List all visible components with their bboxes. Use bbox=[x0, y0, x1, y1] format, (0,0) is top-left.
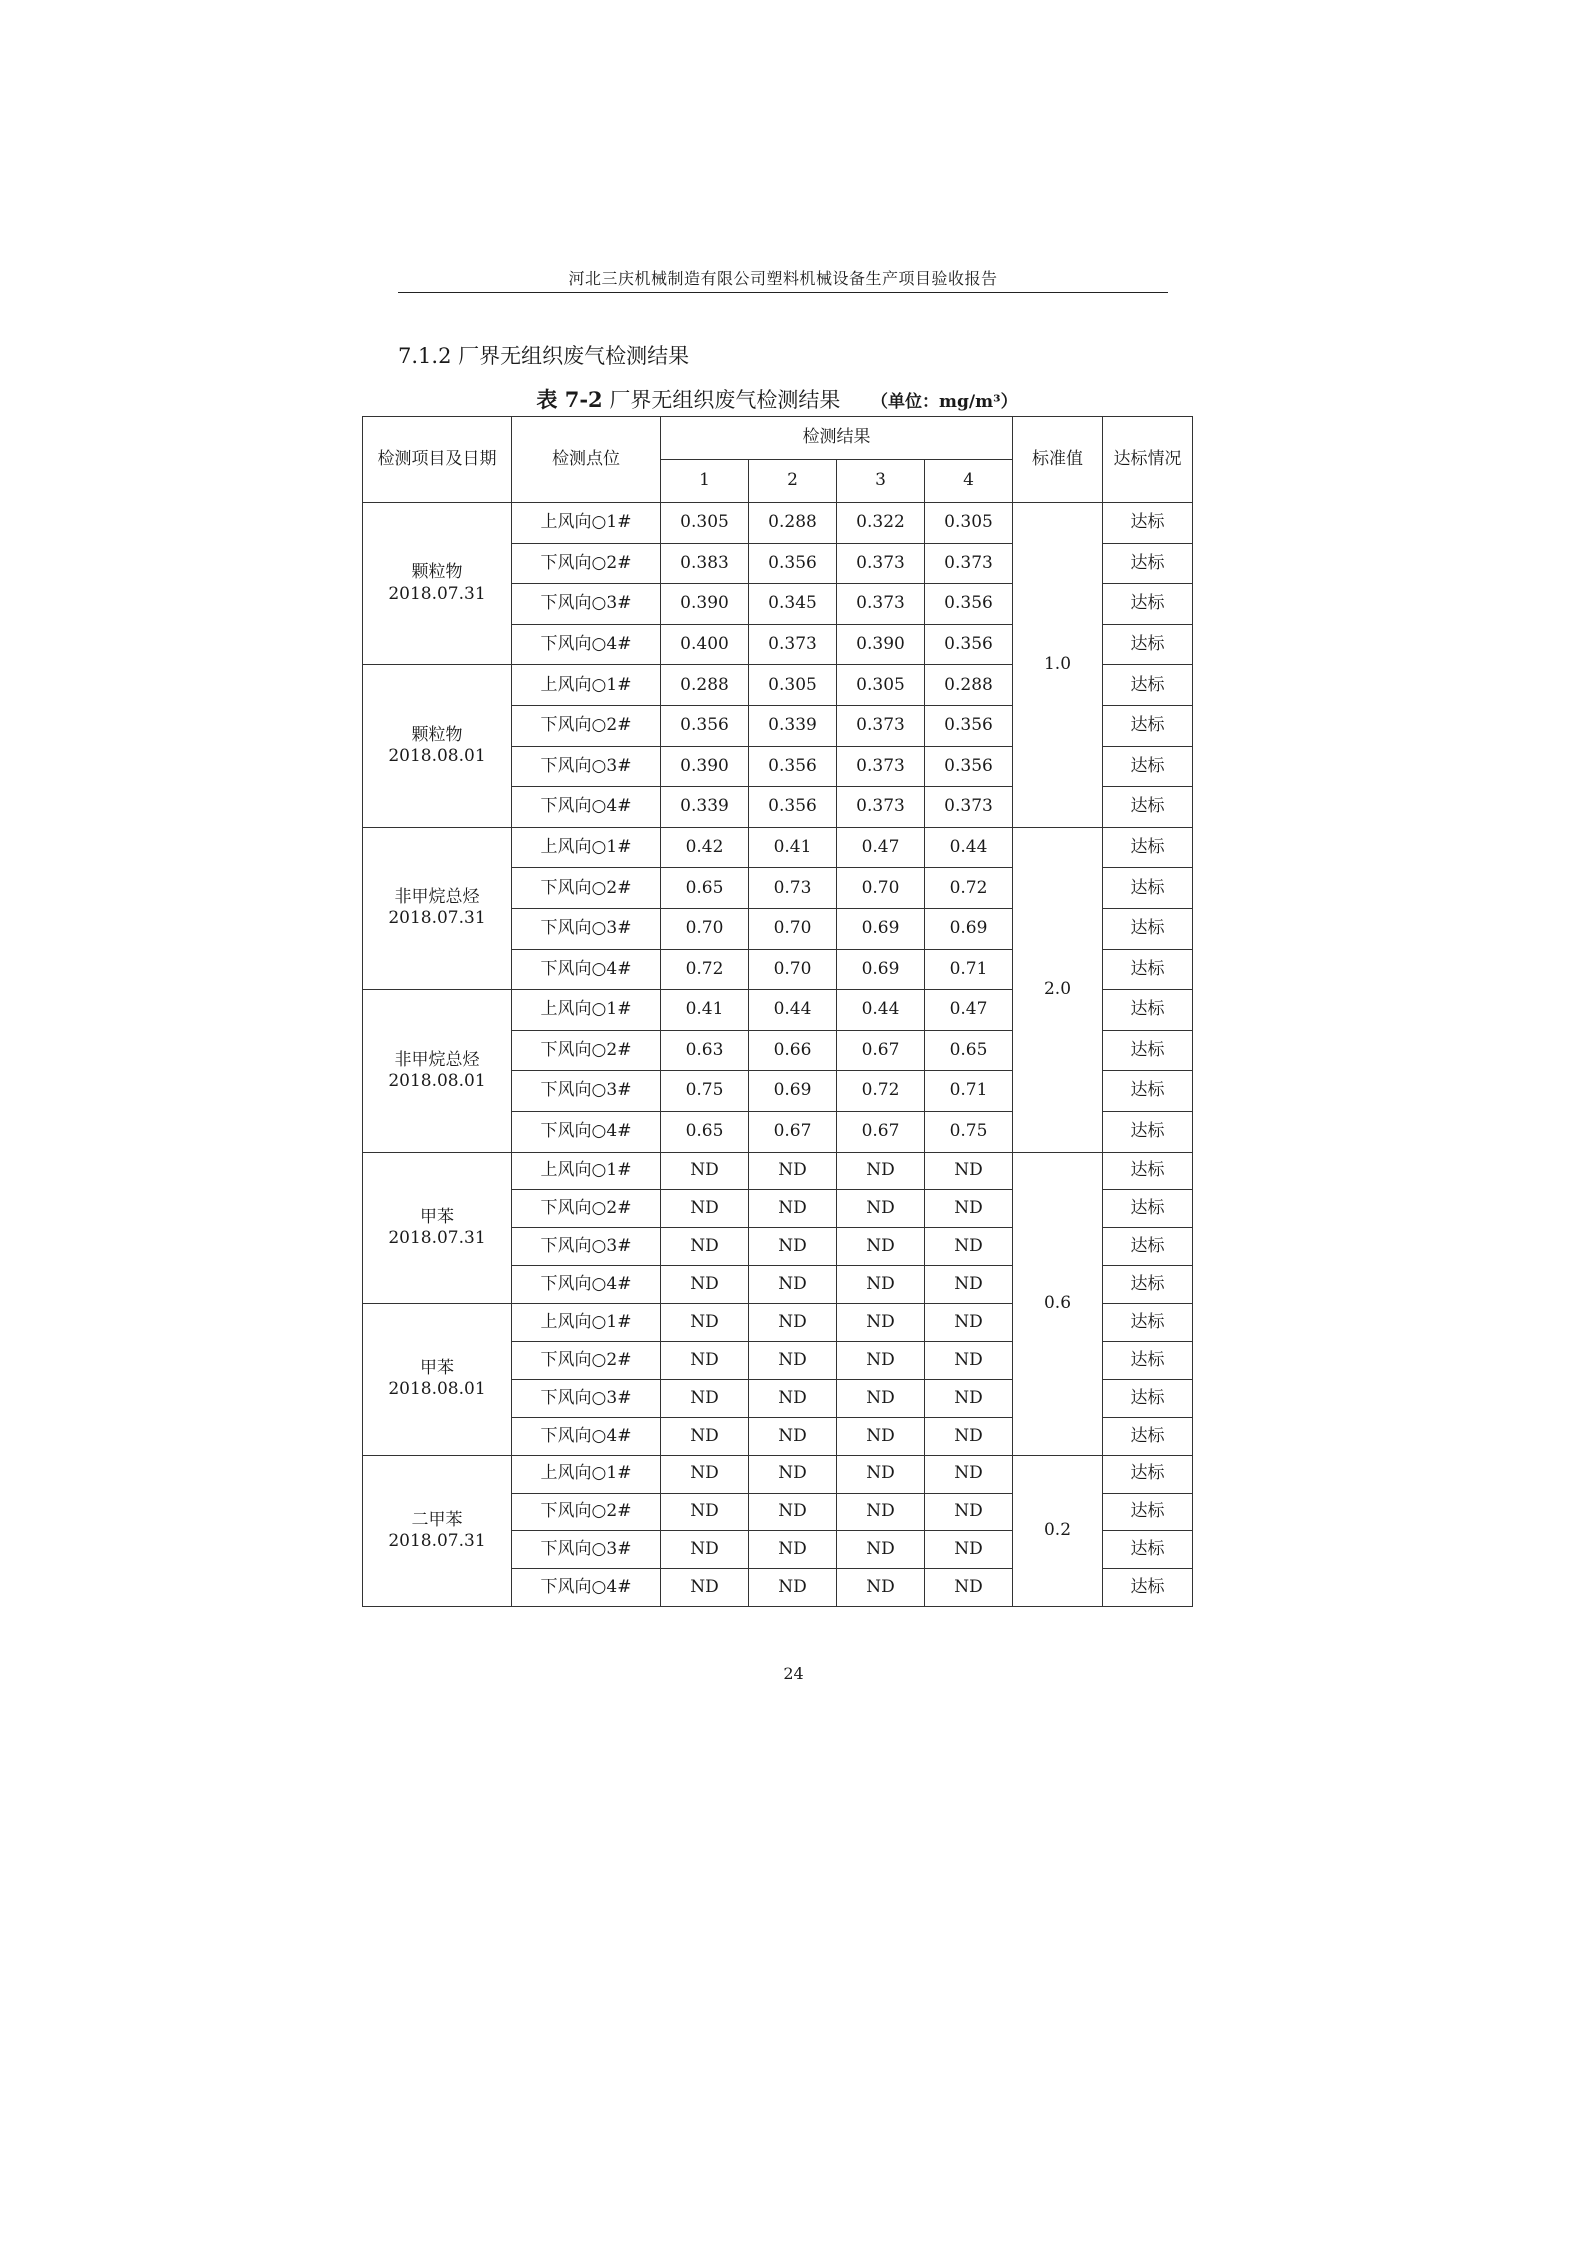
header-divider bbox=[398, 292, 1168, 293]
result-cell-1: ND bbox=[661, 1531, 749, 1569]
result-cell-1: 0.288 bbox=[661, 665, 749, 706]
results-table bbox=[362, 416, 1193, 1607]
result-cell-3: ND bbox=[837, 1190, 925, 1228]
item-date: 2018.07.31 bbox=[388, 583, 486, 604]
result-cell-3: 0.44 bbox=[837, 990, 925, 1031]
item-date-cell bbox=[363, 990, 512, 1152]
result-cell-2: 0.69 bbox=[749, 1071, 837, 1112]
status-cell: 达标 bbox=[1103, 746, 1193, 787]
point-cell: 上风向○1# bbox=[512, 827, 661, 868]
point-cell: 下风向○2# bbox=[512, 1190, 661, 1228]
result-cell-2: 0.70 bbox=[749, 908, 837, 949]
result-cell-4: 0.373 bbox=[925, 543, 1013, 584]
result-cell-1: ND bbox=[661, 1190, 749, 1228]
result-cell-4: 0.72 bbox=[925, 868, 1013, 909]
result-cell-2: 0.44 bbox=[749, 990, 837, 1031]
result-cell-3: ND bbox=[837, 1266, 925, 1304]
header-standard: 标准值 bbox=[1013, 417, 1103, 503]
status-cell: 达标 bbox=[1103, 1569, 1193, 1607]
status-cell: 达标 bbox=[1103, 787, 1193, 828]
item-date-cell bbox=[363, 1152, 512, 1304]
status-cell: 达标 bbox=[1103, 665, 1193, 706]
table-caption-unit: （单位：mg/m³） bbox=[871, 392, 1018, 412]
item-name: 颗粒物 bbox=[411, 562, 463, 583]
status-cell: 达标 bbox=[1103, 624, 1193, 665]
status-cell: 达标 bbox=[1103, 990, 1193, 1031]
point-cell: 下风向○2# bbox=[512, 1030, 661, 1071]
result-cell-2: 0.345 bbox=[749, 584, 837, 625]
result-cell-4: ND bbox=[925, 1341, 1013, 1379]
result-cell-1: ND bbox=[661, 1493, 749, 1531]
result-cell-1: 0.356 bbox=[661, 705, 749, 746]
result-cell-1: ND bbox=[661, 1569, 749, 1607]
status-cell: 达标 bbox=[1103, 1152, 1193, 1190]
result-cell-3: 0.305 bbox=[837, 665, 925, 706]
result-cell-4: 0.65 bbox=[925, 1030, 1013, 1071]
item-date: 2018.08.01 bbox=[388, 746, 486, 767]
point-cell: 上风向○1# bbox=[512, 665, 661, 706]
result-cell-2: ND bbox=[749, 1152, 837, 1190]
status-cell: 达标 bbox=[1103, 1379, 1193, 1417]
status-cell: 达标 bbox=[1103, 1111, 1193, 1152]
result-cell-2: 0.356 bbox=[749, 746, 837, 787]
result-cell-4: 0.356 bbox=[925, 746, 1013, 787]
table-row bbox=[363, 1152, 1193, 1190]
result-cell-3: 0.322 bbox=[837, 503, 925, 544]
result-cell-3: ND bbox=[837, 1417, 925, 1455]
result-cell-3: 0.373 bbox=[837, 787, 925, 828]
point-cell: 下风向○2# bbox=[512, 543, 661, 584]
result-cell-3: 0.373 bbox=[837, 746, 925, 787]
result-cell-4: 0.71 bbox=[925, 1071, 1013, 1112]
status-cell: 达标 bbox=[1103, 949, 1193, 990]
result-cell-4: 0.75 bbox=[925, 1111, 1013, 1152]
result-cell-3: 0.373 bbox=[837, 543, 925, 584]
point-cell: 下风向○3# bbox=[512, 1228, 661, 1266]
result-cell-3: ND bbox=[837, 1379, 925, 1417]
result-cell-3: 0.69 bbox=[837, 949, 925, 990]
status-cell: 达标 bbox=[1103, 1266, 1193, 1304]
result-cell-2: 0.70 bbox=[749, 949, 837, 990]
result-cell-4: 0.356 bbox=[925, 584, 1013, 625]
point-cell: 下风向○4# bbox=[512, 1111, 661, 1152]
status-cell: 达标 bbox=[1103, 908, 1193, 949]
status-cell: 达标 bbox=[1103, 1493, 1193, 1531]
result-cell-4: ND bbox=[925, 1455, 1013, 1493]
result-cell-2: ND bbox=[749, 1455, 837, 1493]
point-cell: 下风向○4# bbox=[512, 624, 661, 665]
result-cell-4: 0.44 bbox=[925, 827, 1013, 868]
result-cell-1: 0.390 bbox=[661, 746, 749, 787]
result-cell-4: ND bbox=[925, 1569, 1013, 1607]
item-name: 甲苯 bbox=[420, 1358, 454, 1379]
result-cell-4: 0.305 bbox=[925, 503, 1013, 544]
result-cell-1: 0.75 bbox=[661, 1071, 749, 1112]
result-cell-4: ND bbox=[925, 1228, 1013, 1266]
result-cell-3: 0.373 bbox=[837, 705, 925, 746]
table-row bbox=[363, 827, 1193, 868]
point-cell: 下风向○4# bbox=[512, 1417, 661, 1455]
status-cell: 达标 bbox=[1103, 1304, 1193, 1342]
item-date: 2018.07.31 bbox=[388, 908, 486, 929]
result-cell-2: ND bbox=[749, 1379, 837, 1417]
result-cell-3: ND bbox=[837, 1455, 925, 1493]
result-cell-4: 0.69 bbox=[925, 908, 1013, 949]
point-cell: 下风向○4# bbox=[512, 1569, 661, 1607]
item-date: 2018.07.31 bbox=[388, 1227, 486, 1248]
section-heading: 7.1.2 厂界无组织废气检测结果 bbox=[398, 344, 690, 368]
header-results: 检测结果 bbox=[661, 417, 1013, 460]
item-date-cell bbox=[363, 1304, 512, 1456]
result-cell-4: ND bbox=[925, 1493, 1013, 1531]
page-number: 24 bbox=[783, 1664, 804, 1683]
item-date: 2018.07.31 bbox=[388, 1530, 486, 1551]
result-cell-1: ND bbox=[661, 1304, 749, 1342]
result-cell-4: 0.373 bbox=[925, 787, 1013, 828]
item-name: 甲苯 bbox=[420, 1206, 454, 1227]
result-cell-2: ND bbox=[749, 1569, 837, 1607]
result-cell-1: 0.305 bbox=[661, 503, 749, 544]
point-cell: 下风向○2# bbox=[512, 1493, 661, 1531]
header-result-2: 2 bbox=[749, 460, 837, 503]
result-cell-3: 0.390 bbox=[837, 624, 925, 665]
item-name: 二甲苯 bbox=[411, 1509, 463, 1530]
point-cell: 上风向○1# bbox=[512, 990, 661, 1031]
point-cell: 上风向○1# bbox=[512, 1304, 661, 1342]
item-name: 颗粒物 bbox=[411, 724, 463, 745]
result-cell-2: 0.305 bbox=[749, 665, 837, 706]
result-cell-4: 0.288 bbox=[925, 665, 1013, 706]
point-cell: 下风向○3# bbox=[512, 584, 661, 625]
result-cell-2: ND bbox=[749, 1228, 837, 1266]
result-cell-1: 0.390 bbox=[661, 584, 749, 625]
item-name: 非甲烷总烃 bbox=[394, 1049, 480, 1070]
result-cell-1: 0.65 bbox=[661, 1111, 749, 1152]
result-cell-4: 0.356 bbox=[925, 624, 1013, 665]
header-item-date: 检测项目及日期 bbox=[363, 417, 512, 503]
table-caption-title: 厂界无组织废气检测结果 bbox=[609, 388, 841, 412]
status-cell: 达标 bbox=[1103, 1417, 1193, 1455]
result-cell-1: 0.70 bbox=[661, 908, 749, 949]
status-cell: 达标 bbox=[1103, 1341, 1193, 1379]
header-status: 达标情况 bbox=[1103, 417, 1193, 503]
result-cell-4: ND bbox=[925, 1190, 1013, 1228]
table-row bbox=[363, 1455, 1193, 1493]
standard-value-cell: 0.2 bbox=[1013, 1455, 1103, 1607]
result-cell-4: 0.71 bbox=[925, 949, 1013, 990]
standard-value-cell: 1.0 bbox=[1013, 503, 1103, 828]
result-cell-3: 0.373 bbox=[837, 584, 925, 625]
report-header-title: 河北三庆机械制造有限公司塑料机械设备生产项目验收报告 bbox=[568, 269, 998, 288]
result-cell-1: 0.383 bbox=[661, 543, 749, 584]
status-cell: 达标 bbox=[1103, 1071, 1193, 1112]
item-date: 2018.08.01 bbox=[388, 1070, 486, 1091]
result-cell-2: 0.66 bbox=[749, 1030, 837, 1071]
result-cell-3: ND bbox=[837, 1569, 925, 1607]
result-cell-1: ND bbox=[661, 1152, 749, 1190]
result-cell-3: ND bbox=[837, 1341, 925, 1379]
result-cell-1: ND bbox=[661, 1266, 749, 1304]
point-cell: 下风向○4# bbox=[512, 1266, 661, 1304]
point-cell: 下风向○3# bbox=[512, 1531, 661, 1569]
result-cell-3: 0.47 bbox=[837, 827, 925, 868]
result-cell-3: 0.72 bbox=[837, 1071, 925, 1112]
result-cell-2: 0.67 bbox=[749, 1111, 837, 1152]
result-cell-4: ND bbox=[925, 1379, 1013, 1417]
result-cell-1: 0.41 bbox=[661, 990, 749, 1031]
result-cell-4: 0.47 bbox=[925, 990, 1013, 1031]
result-cell-1: 0.65 bbox=[661, 868, 749, 909]
item-date-cell bbox=[363, 503, 512, 665]
result-cell-1: 0.72 bbox=[661, 949, 749, 990]
point-cell: 上风向○1# bbox=[512, 1455, 661, 1493]
result-cell-1: 0.42 bbox=[661, 827, 749, 868]
status-cell: 达标 bbox=[1103, 543, 1193, 584]
result-cell-4: 0.356 bbox=[925, 705, 1013, 746]
result-cell-3: ND bbox=[837, 1531, 925, 1569]
header-result-3: 3 bbox=[837, 460, 925, 503]
status-cell: 达标 bbox=[1103, 868, 1193, 909]
result-cell-1: ND bbox=[661, 1228, 749, 1266]
result-cell-2: ND bbox=[749, 1417, 837, 1455]
status-cell: 达标 bbox=[1103, 705, 1193, 746]
result-cell-4: ND bbox=[925, 1417, 1013, 1455]
status-cell: 达标 bbox=[1103, 1531, 1193, 1569]
header-result-1: 1 bbox=[661, 460, 749, 503]
result-cell-2: 0.288 bbox=[749, 503, 837, 544]
result-cell-3: ND bbox=[837, 1304, 925, 1342]
result-cell-2: ND bbox=[749, 1304, 837, 1342]
result-cell-3: ND bbox=[837, 1228, 925, 1266]
point-cell: 下风向○3# bbox=[512, 908, 661, 949]
result-cell-2: 0.339 bbox=[749, 705, 837, 746]
result-cell-2: 0.356 bbox=[749, 787, 837, 828]
result-cell-2: ND bbox=[749, 1493, 837, 1531]
result-cell-1: ND bbox=[661, 1341, 749, 1379]
item-date-cell bbox=[363, 665, 512, 827]
status-cell: 达标 bbox=[1103, 1190, 1193, 1228]
result-cell-2: 0.356 bbox=[749, 543, 837, 584]
status-cell: 达标 bbox=[1103, 827, 1193, 868]
standard-value-cell: 0.6 bbox=[1013, 1152, 1103, 1455]
point-cell: 下风向○4# bbox=[512, 949, 661, 990]
result-cell-3: 0.67 bbox=[837, 1030, 925, 1071]
standard-value-cell: 2.0 bbox=[1013, 827, 1103, 1152]
result-cell-1: 0.63 bbox=[661, 1030, 749, 1071]
result-cell-4: ND bbox=[925, 1152, 1013, 1190]
point-cell: 上风向○1# bbox=[512, 1152, 661, 1190]
result-cell-1: ND bbox=[661, 1417, 749, 1455]
result-cell-2: ND bbox=[749, 1266, 837, 1304]
status-cell: 达标 bbox=[1103, 1455, 1193, 1493]
result-cell-2: 0.373 bbox=[749, 624, 837, 665]
status-cell: 达标 bbox=[1103, 584, 1193, 625]
result-cell-2: 0.73 bbox=[749, 868, 837, 909]
result-cell-2: 0.41 bbox=[749, 827, 837, 868]
result-cell-3: ND bbox=[837, 1493, 925, 1531]
result-cell-4: ND bbox=[925, 1531, 1013, 1569]
result-cell-3: ND bbox=[837, 1152, 925, 1190]
result-cell-4: ND bbox=[925, 1304, 1013, 1342]
header-point: 检测点位 bbox=[512, 417, 661, 503]
point-cell: 上风向○1# bbox=[512, 503, 661, 544]
results-body bbox=[363, 503, 1193, 1607]
result-cell-1: 0.339 bbox=[661, 787, 749, 828]
item-date: 2018.08.01 bbox=[388, 1379, 486, 1400]
table-caption-number: 表 7-2 bbox=[536, 387, 603, 412]
table-row bbox=[363, 503, 1193, 544]
result-cell-4: ND bbox=[925, 1266, 1013, 1304]
item-name: 非甲烷总烃 bbox=[394, 887, 480, 908]
point-cell: 下风向○3# bbox=[512, 1379, 661, 1417]
result-cell-2: ND bbox=[749, 1190, 837, 1228]
item-date-cell bbox=[363, 1455, 512, 1607]
header-result-4: 4 bbox=[925, 460, 1013, 503]
point-cell: 下风向○2# bbox=[512, 868, 661, 909]
point-cell: 下风向○3# bbox=[512, 1071, 661, 1112]
result-cell-1: 0.400 bbox=[661, 624, 749, 665]
table-caption bbox=[362, 384, 1192, 414]
result-cell-3: 0.67 bbox=[837, 1111, 925, 1152]
result-cell-2: ND bbox=[749, 1341, 837, 1379]
status-cell: 达标 bbox=[1103, 503, 1193, 544]
result-cell-3: 0.70 bbox=[837, 868, 925, 909]
item-date-cell bbox=[363, 827, 512, 989]
result-cell-1: ND bbox=[661, 1455, 749, 1493]
status-cell: 达标 bbox=[1103, 1030, 1193, 1071]
status-cell: 达标 bbox=[1103, 1228, 1193, 1266]
result-cell-3: 0.69 bbox=[837, 908, 925, 949]
result-cell-2: ND bbox=[749, 1531, 837, 1569]
point-cell: 下风向○4# bbox=[512, 787, 661, 828]
point-cell: 下风向○3# bbox=[512, 746, 661, 787]
point-cell: 下风向○2# bbox=[512, 705, 661, 746]
point-cell: 下风向○2# bbox=[512, 1341, 661, 1379]
result-cell-1: ND bbox=[661, 1379, 749, 1417]
